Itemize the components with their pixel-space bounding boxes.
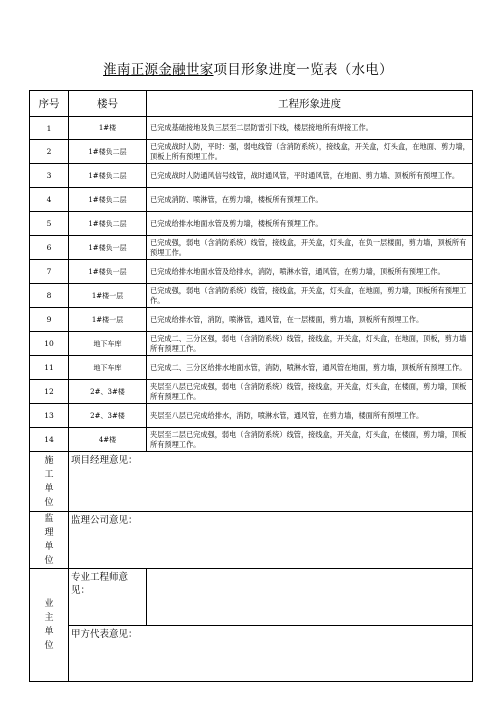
progress-description: 已完成基础接地及负三层至二层防雷引下线，楼层接地所有焊接工作。: [147, 117, 473, 140]
table-row: [30, 236, 473, 260]
row-number: 3: [30, 164, 69, 188]
progress-description: 已完成战时人防通风信号线管，战时通风管，平时通风管，在地面、剪力墙、顶板所有预埋工作。: [147, 164, 473, 188]
building-name: 1#楼负二层: [69, 140, 147, 164]
table-row: [30, 404, 473, 428]
building-name: 地下车库: [69, 332, 147, 356]
progress-description: 已完成二、三分区给排水地面水管，消防，喷淋水管，通风管在地面，剪力墙，顶板所有预埋工作。: [147, 356, 473, 380]
table-row: [30, 212, 473, 236]
building-name: 2#、3#楼: [69, 404, 147, 428]
building-name: 1#楼负二层: [69, 164, 147, 188]
supervision-unit-label: 监 理 单 位: [30, 512, 69, 569]
progress-description: 已完成二、三分区强，弱电（含消防系统）线管，接线盒，开关盒，灯头盒，在地面，顶板，剪力墙所有预埋工作。: [147, 332, 473, 356]
table-row: [30, 164, 473, 188]
building-name: 1#楼一层: [69, 284, 147, 308]
row-number: 1: [30, 117, 69, 140]
row-number: 4: [30, 188, 69, 212]
row-number: 2: [30, 140, 69, 164]
row-number: 5: [30, 212, 69, 236]
table-header-row: [30, 91, 473, 117]
row-number: 7: [30, 260, 69, 284]
table-row: [30, 380, 473, 404]
owner-engineer-opinion: 专业工程师意见：: [69, 569, 147, 626]
table-row: [30, 140, 473, 164]
building-name: 地下车库: [69, 356, 147, 380]
building-name: 1#楼负一层: [69, 260, 147, 284]
progress-description: 已完成强，弱电（含消防系统）线管，接线盒，开关盒，灯头盒，在地面，剪力墙，顶板所有预埋工作。: [147, 284, 473, 308]
header-building: 楼号: [69, 91, 147, 117]
progress-description: 夹层至八层已完成给排水，消防，喷淋水管，通风管，在剪力墙，楼面所有预埋工作。: [147, 404, 473, 428]
progress-description: 已完成战时人防，平时：强，弱电线管（含消防系统），接线盒，开关盒，灯头盒，在地面、剪力墙，顶板上所有预埋工作。: [147, 140, 473, 164]
progress-description: 已完成消防、喷淋管，在剪力墙，楼板所有预埋工作。: [147, 188, 473, 212]
row-number: 8: [30, 284, 69, 308]
row-number: 11: [30, 356, 69, 380]
table-row: [30, 332, 473, 356]
building-name: 1#楼负二层: [69, 212, 147, 236]
owner-rep-opinion: 甲方代表意见：: [69, 626, 473, 682]
progress-description: 已完成给排水地面水管及剪力墙，楼板所有预埋工作。: [147, 212, 473, 236]
supervision-signoff-row: [30, 512, 473, 569]
building-name: 1#楼: [69, 117, 147, 140]
supervision-opinion: 监理公司意见：: [69, 512, 473, 569]
building-name: 1#楼负一层: [69, 236, 147, 260]
document-title: [0, 58, 496, 78]
title-suffix: 项目形象进度一览表（水电）: [213, 62, 393, 78]
owner-rep-row: [30, 626, 473, 682]
owner-engineer-blank: [147, 569, 473, 626]
building-name: 2#、3#楼: [69, 380, 147, 404]
row-number: 6: [30, 236, 69, 260]
table-row: [30, 188, 473, 212]
progress-description: 已完成给排水管，消防，喷淋管，通风管，在一层楼面，剪力墙，顶板所有预埋工作。: [147, 308, 473, 332]
header-progress: 工程形象进度: [147, 91, 473, 117]
table-row: [30, 428, 473, 452]
progress-table: [29, 90, 473, 682]
construction-unit-label: 施 工 单 位: [30, 452, 69, 512]
building-name: 1#楼一层: [69, 308, 147, 332]
row-number: 13: [30, 404, 69, 428]
table-row: [30, 284, 473, 308]
construction-signoff-row: [30, 452, 473, 512]
building-name: 1#楼负二层: [69, 188, 147, 212]
progress-description: 夹层至八层已完成强，弱电（含消防系统）线管，接线盒，开关盒，灯头盒，在楼面，剪力墙，顶板所有预埋工作。: [147, 380, 473, 404]
row-number: 9: [30, 308, 69, 332]
row-number: 10: [30, 332, 69, 356]
progress-description: 夹层至二层已完成强，弱电（含消防系统）线管，接线盒，开关盒，灯头盒，在楼面，剪力墙，顶板所有预埋工作。: [147, 428, 473, 452]
table-row: [30, 356, 473, 380]
row-number: 12: [30, 380, 69, 404]
construction-opinion: 项目经理意见：: [69, 452, 473, 512]
header-no: 序号: [30, 91, 69, 117]
table-row: [30, 117, 473, 140]
table-row: [30, 308, 473, 332]
table-row: [30, 260, 473, 284]
owner-engineer-row: [30, 569, 473, 626]
progress-description: 已完成给排水地面水管及给排水，消防，喷淋水管，通风管，在剪力墙，顶板所有预埋工作。: [147, 260, 473, 284]
owner-unit-label: 业 主 单 位: [30, 569, 69, 682]
row-number: 14: [30, 428, 69, 452]
project-name: 淮南正源金融世家: [103, 62, 214, 78]
progress-description: 已完成强，弱电（含消防系统）线管，接线盒，开关盒，灯头盒，在负一层楼面，剪力墙，顶板所有预埋工作。: [147, 236, 473, 260]
building-name: 4#楼: [69, 428, 147, 452]
